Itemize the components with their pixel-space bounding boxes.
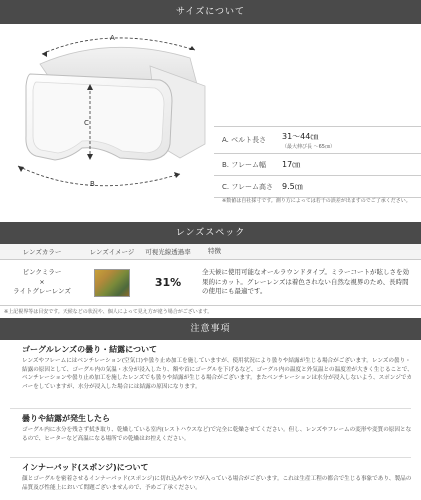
goggle-illustration (0, 26, 215, 208)
lens-color-line2: × (39, 277, 45, 286)
note-when-fogged-body: ゴーグル内に水分を残さず拭き取り、乾燥している室内(レストハウスなど)で完全に乾燥させてください。但し、レンズやフレームの変形や変質の原因となるので、ヒーターなど高温になる場所での乾燥はお控えください。 (22, 427, 412, 442)
diagram-label-b: B (90, 180, 95, 188)
size-section-title: サイズについて (175, 7, 246, 17)
arrow-b-line (18, 166, 180, 186)
arrow-a-head (189, 46, 195, 50)
spec-value-belt-main: 31〜44㎝ (282, 131, 319, 141)
header-lens-color: レンズカラー (22, 248, 62, 256)
lens-section-header (0, 222, 421, 244)
diagram-label-a: A (110, 34, 115, 42)
spec-label-belt: A. ベルト長さ (222, 136, 267, 144)
arrow-b-tail (174, 172, 180, 178)
lens-color-cell (0, 268, 84, 297)
size-section-header (0, 0, 421, 24)
note-when-fogged-title: 曇りや結露が発生したら (22, 414, 110, 423)
note-fogging-title: ゴーグルレンズの曇り・結露について (22, 345, 157, 354)
lens-image-swatch (94, 269, 130, 297)
size-note: ※数値は自社採寸です。測り方によっては若干の誤差が出ますのでご了承ください。 (222, 198, 411, 204)
header-lens-image: レンズイメージ (89, 248, 135, 256)
header-feature: 特徴 (208, 246, 221, 255)
spec-value-height: 9.5㎝ (282, 182, 303, 191)
note-inner-pad-body: 顔とゴーグルを密着させるインナーパッド(スポンジ)に切れ込みやシワが入っている場合がございます。これは生産工程の都合で生じる事象であり、製品の品質及び性能上において問題ございませんので、予めご了承ください。 (22, 476, 412, 491)
arrow-c-tail (87, 154, 93, 160)
lens-spec-table (0, 244, 421, 306)
note-inner-pad (0, 462, 421, 500)
arrow-a-tail (42, 51, 47, 57)
notes-section-title: 注意事項 (190, 324, 231, 334)
spec-label-height: C. フレーム高さ (222, 182, 274, 191)
lens-section-title: レンズスペック (175, 228, 246, 238)
goggle-diagram (0, 26, 215, 208)
lens-table-header (0, 244, 421, 260)
notes-section-header (0, 318, 421, 340)
header-transmission: 可視光線透過率 (145, 248, 191, 256)
spec-value-belt (282, 131, 421, 150)
note-inner-pad-title: インナーパッド(スポンジ)について (22, 463, 149, 472)
note-when-fogged (0, 413, 421, 453)
spec-row-belt (214, 126, 421, 154)
spec-label-width: B. フレーム幅 (222, 160, 266, 169)
spec-value-belt-sub: （最大伸び長 〜65㎝） (282, 143, 335, 150)
lens-transmission-value: 31% (154, 276, 182, 289)
lens-note: ※上記視界等は目安です。天候などの状況や、個人によって見え方が違う場合がございます。 (4, 309, 213, 315)
spec-value-width: 17㎝ (282, 160, 301, 169)
lens-feature-text: 全天候に使用可能なオールラウンドタイプ。ミラーコートが眩しさを効果的にカット。グレーレンズは着色されない自然な視界のため、長時間の使用にも最適です。 (202, 268, 410, 296)
spec-row-height (214, 176, 421, 198)
note-fogging-body: レンズやフレームにはベンチレーション(空気口)や曇り止め加工を施していますが、使用状況により曇りや結露が生じる場合がございます。レンズの曇り・結露の原因として、ゴーグル内の気温・水分が浸入したり、額や首にゴーグルを下げるなど、ゴーグル内の温度と外気温との温度差が大きく生じることで、ベンチレーションや曇り止め加工を施したレンズでも曇りや結露が生じる場合がございます。またベンチレーションは水分が浸入しないよう、スポンジでカバーをしていますが、水分が浸入した場合には結露の原因になります。 (22, 358, 413, 390)
note-fogging (0, 344, 421, 404)
size-spec-table (214, 126, 421, 198)
note-divider (10, 457, 411, 458)
lens-table-row (0, 260, 421, 306)
arrow-b-head (18, 166, 24, 172)
lens-color-line1: ピンクミラー (22, 267, 62, 276)
spec-row-width (214, 154, 421, 176)
notes-list (0, 344, 421, 500)
note-divider (10, 408, 411, 409)
diagram-label-c: C (84, 119, 89, 127)
lens-color-line3: ライトグレーレンズ (13, 287, 71, 296)
lens-image-cell (84, 269, 140, 297)
